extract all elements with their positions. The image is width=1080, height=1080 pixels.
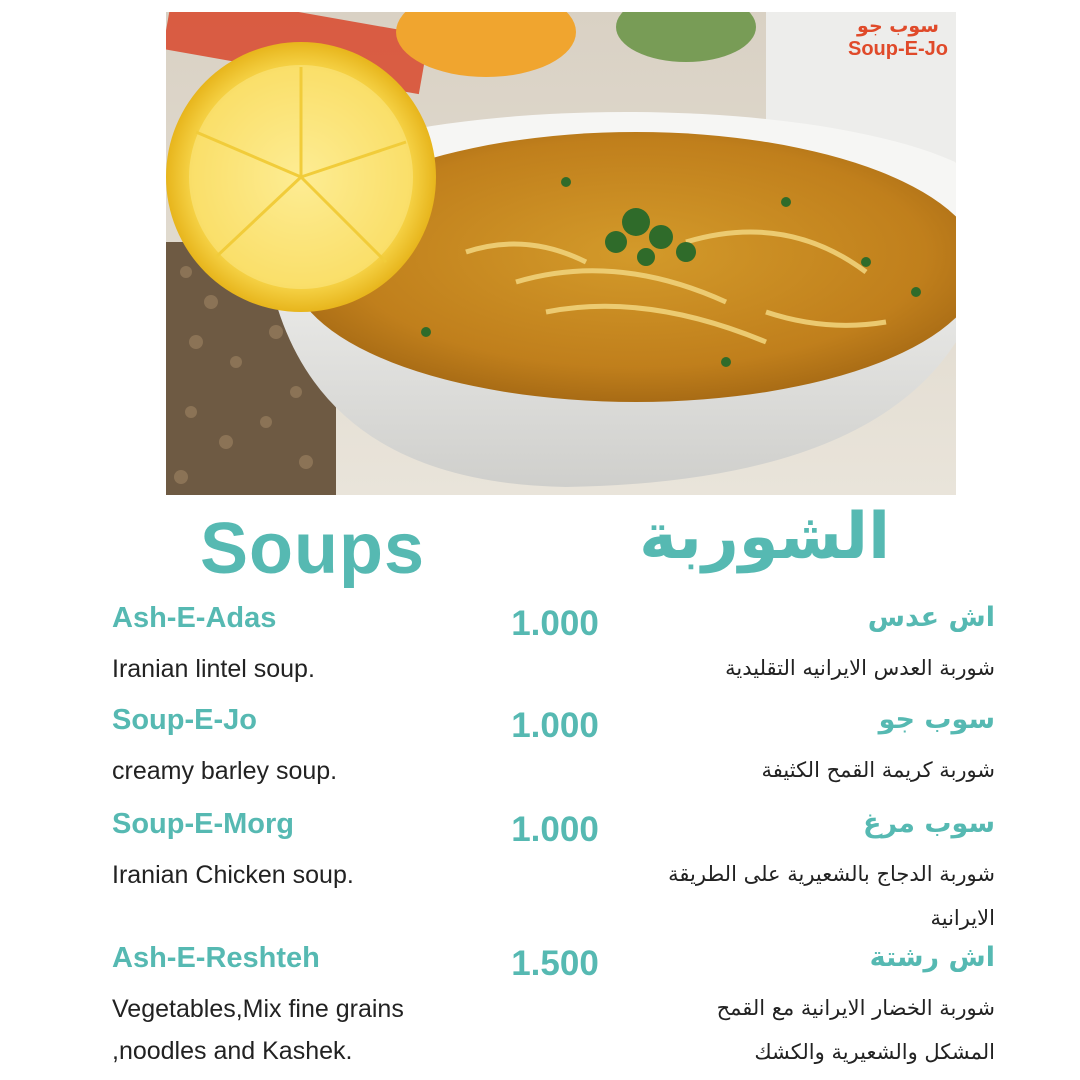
item-price: 1.500 bbox=[511, 944, 599, 983]
item-price: 1.000 bbox=[511, 706, 599, 745]
item-name-english: Soup-E-Morg bbox=[112, 808, 295, 840]
soup-photo bbox=[166, 12, 956, 495]
item-name-english: Soup-E-Jo bbox=[112, 704, 257, 736]
item-description-arabic: شوربة العدس الايرانيه التقليدية bbox=[725, 656, 995, 680]
item-name-arabic: سوب جو bbox=[878, 704, 995, 735]
item-price: 1.000 bbox=[511, 604, 599, 643]
item-name-english: Ash-E-Adas bbox=[112, 602, 277, 634]
item-description-english: creamy barley soup. bbox=[112, 757, 338, 785]
item-name-arabic: اش عدس bbox=[867, 602, 995, 633]
section-title-english: Soups bbox=[200, 509, 426, 589]
item-description-arabic: شوربة كريمة القمح الكثيفة bbox=[761, 758, 995, 782]
photo-caption bbox=[848, 16, 948, 61]
item-description-english: Vegetables,Mix fine grains ,noodles and Kashek. bbox=[112, 995, 404, 1065]
item-name-english: Ash-E-Reshteh bbox=[112, 942, 320, 974]
photo-caption-english: Soup-E-Jo bbox=[848, 37, 948, 60]
soup-bowl-illustration bbox=[166, 12, 956, 495]
item-description-arabic: شوربة الدجاج بالشعيرية على الطريقة الايرانية bbox=[668, 862, 995, 930]
item-name-arabic: سوب مرغ bbox=[863, 808, 995, 839]
item-description-english: Iranian lintel soup. bbox=[112, 655, 315, 683]
item-description-arabic: شوربة الخضار الايرانية مع القمح المشكل والشعيرية والكشك bbox=[716, 996, 995, 1064]
item-description-english: Iranian Chicken soup. bbox=[112, 861, 354, 889]
item-price: 1.000 bbox=[511, 810, 599, 849]
item-name-arabic: اش رشتة bbox=[869, 942, 995, 973]
section-title-arabic: الشوربة bbox=[639, 500, 890, 574]
photo-caption-arabic: سوب جو bbox=[857, 15, 939, 37]
